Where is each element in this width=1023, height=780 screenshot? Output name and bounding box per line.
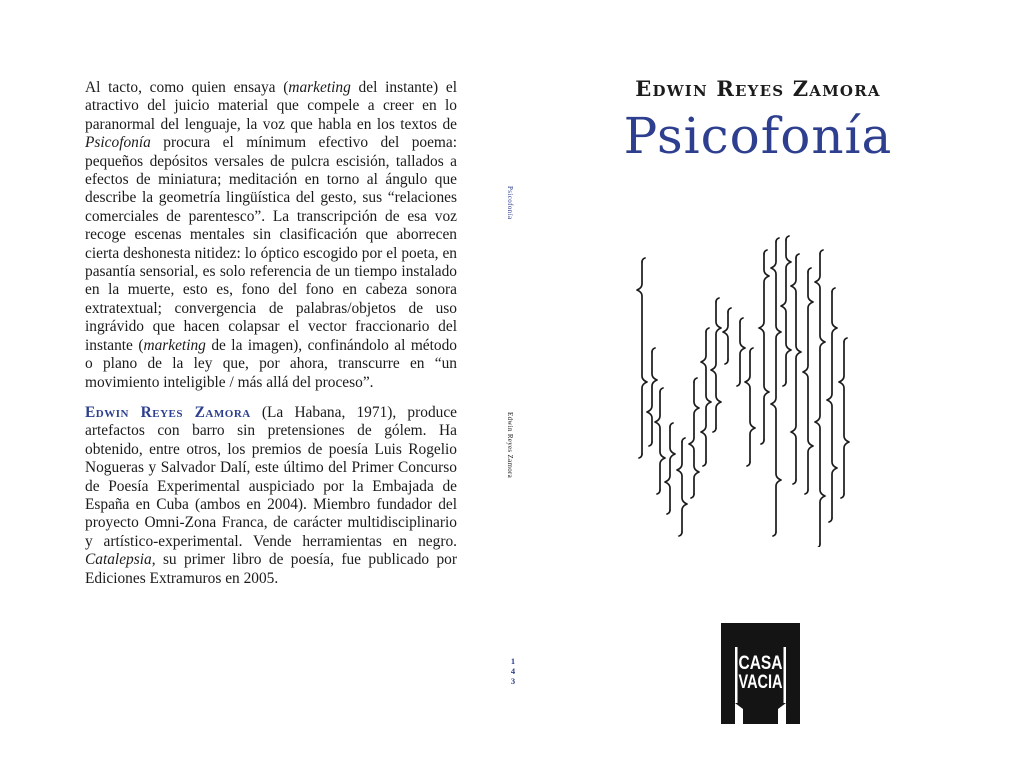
wave-line-hook [737, 382, 740, 386]
text-segment: (La Habana, 1971), produce artefactos con barro sin pretensiones de gólem. Ha obtenido, entre otros, los premios de poesía Luis Rogelio Nogueras y Salvador Dalí, este último del Primer Concurso de Poesía Experimental auspiciado por la Embajada de España en Cuba (ambos en 2004). Miembro fundador del proyecto Omni-Zona Franca, de carácter multidisciplinario y artístico-experimental. Vende herramientas en negro. [85, 404, 457, 550]
wave-line-hook [706, 328, 709, 332]
wave-line [745, 352, 755, 462]
spine-collection-number [508, 656, 518, 686]
text-segment: , su primer libro de poesía, fue publicado por Ediciones Extramuros en 2005. [85, 551, 457, 587]
wave-line [665, 427, 675, 510]
text-segment: Al tacto, como quien ensaya ( [85, 79, 289, 96]
casa-vacia-publisher-logo [721, 623, 800, 724]
sound-wave-brace-lines-artwork [630, 232, 860, 547]
text-segment: de la imagen), confinándolo al método o plano de la ley que, por ahora, transcurre en “un movimiento inteligible / más allá del proceso”. [85, 336, 457, 391]
wave-line-hook [660, 388, 663, 392]
wave-line [711, 302, 721, 428]
wave-line [689, 382, 699, 494]
wave-line-hook [783, 382, 786, 386]
wave-line [647, 352, 657, 442]
wave-line-hook [639, 454, 642, 458]
wave-line-hook [740, 318, 743, 322]
wave-line [791, 258, 801, 480]
wave-line-hook [820, 250, 823, 254]
spine-number-digit: 3 [510, 676, 516, 686]
logo-text-line2: VACIA [738, 672, 783, 693]
logo-wall-right [784, 647, 787, 703]
spine [496, 0, 530, 780]
wave-line-hook [764, 250, 767, 254]
wave-line-hook [750, 348, 753, 352]
spine-title: Psicofonía [506, 186, 514, 220]
back-cover [0, 0, 496, 780]
wave-line [781, 240, 791, 382]
wave-line-hook [776, 238, 779, 242]
wave-line [827, 292, 837, 518]
wave-line [815, 254, 825, 544]
spine-number-digit: 4 [510, 666, 516, 676]
spine-author: Edwin Reyes Zamora [506, 412, 514, 479]
italic-term: Catalepsia [85, 551, 152, 569]
wave-line-hook [773, 532, 776, 536]
logo-text-line1: CASA [738, 653, 783, 674]
cover-author: Edwin Reyes Zamora [635, 76, 881, 101]
italic-term: Psicofonía [85, 134, 151, 152]
wave-line-hook [728, 308, 731, 312]
wave-line [677, 442, 687, 532]
bio-author-name: Edwin Reyes Zamora [85, 404, 251, 421]
wave-line-hook [649, 442, 652, 446]
wave-line [771, 242, 781, 532]
text-segment: procura el mínimum efectivo del poema: pequeños depósitos versales de pulcra escisión, tallados a efectos de miniatura; meditación en torno al ángulo que describe la geometría lingüística del gesto, sus “relaciones comerciales de parentesco”. La transcripción de esa voz recoge escenas mentales sin clasificación que aborrecen cierta deshonesta nitidez: lo óptico escogido por el poeta, en pasantía sensorial, es solo referencia de un tiempo instalado en la muerte, esto es, fono del fono en cabeza sonora extratextual; convergencia de palabras/objetos de uso ingrávido que hacen colapsar el vector fraccionario del instante ( [85, 134, 457, 354]
wave-line-hook [786, 236, 789, 240]
wave-line-hook [747, 462, 750, 466]
wave-line-hook [682, 438, 685, 442]
front-cover [530, 0, 1023, 780]
wave-line-hook [667, 510, 670, 514]
wave-line [637, 262, 647, 454]
wave-line-hook [725, 360, 728, 364]
logo-wall-left [735, 647, 738, 703]
wave-line-hook [808, 268, 811, 272]
wave-line-hook [716, 298, 719, 302]
wave-line-hook [713, 428, 716, 432]
wave-line [701, 332, 711, 462]
back-cover-blurb [85, 79, 457, 392]
wave-line-hook [703, 462, 706, 466]
wave-line-hook [657, 490, 660, 494]
wave-line-hook [642, 258, 645, 262]
wave-line-hook [761, 440, 764, 444]
wave-line-hook [841, 494, 844, 498]
italic-term: marketing [143, 336, 206, 354]
spine-number-digit: 1 [510, 656, 516, 666]
wave-line-hook [652, 348, 655, 352]
cover-title: Psicofonía [623, 107, 893, 165]
wave-line-hook [691, 494, 694, 498]
wave-line-hook [832, 288, 835, 292]
wave-line-hook [805, 490, 808, 494]
wave-line-hook [679, 532, 682, 536]
wave-line-hook [793, 480, 796, 484]
wave-line-hook [817, 544, 820, 547]
text-segment: del instante) el atractivo del juicio material que compele a creer en lo paranormal del lenguaje, la voz que habla en los textos de [85, 79, 457, 133]
wave-line [723, 312, 728, 360]
italic-term: marketing [288, 79, 351, 96]
wave-line [655, 392, 665, 490]
wave-line [803, 272, 813, 490]
wave-line-hook [829, 518, 832, 522]
wave-line-hook [844, 338, 847, 342]
wave-line-hook [670, 423, 673, 427]
wave-line-hook [694, 378, 697, 382]
author-bio [85, 404, 457, 588]
wave-line [740, 322, 745, 382]
wave-line [839, 342, 849, 494]
wave-line-hook [796, 254, 799, 258]
wave-line [759, 254, 769, 440]
